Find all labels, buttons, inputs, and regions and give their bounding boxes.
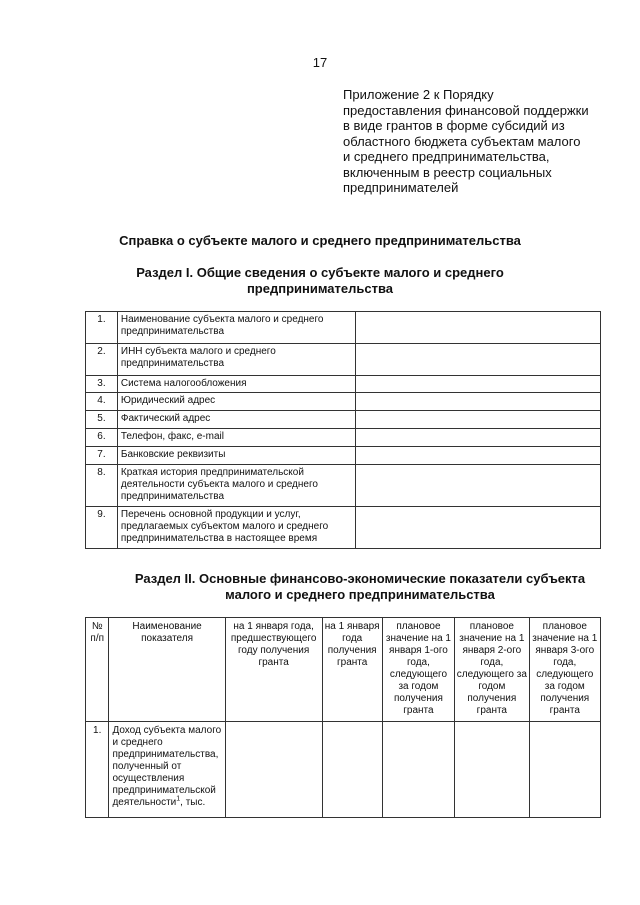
column-header: на 1 января года, предшествующего году получения гранта — [225, 618, 322, 722]
table-row — [86, 376, 601, 393]
section1-title-line: Раздел I. Общие сведения о субъекте малого и среднего — [136, 265, 504, 280]
row-value-cell — [529, 722, 600, 818]
appendix-line: Приложение 2 к Порядку — [343, 87, 494, 102]
financial-indicators-table — [85, 617, 601, 818]
section1-title-line: предпринимательства — [246, 280, 394, 296]
row-value-cell — [455, 722, 529, 818]
row-label: Система налогообложения — [117, 376, 355, 393]
row-value-cell — [225, 722, 322, 818]
row-number: 8. — [86, 465, 118, 507]
column-header: на 1 января года получения гранта — [322, 618, 382, 722]
document-title: Справка о субъекте малого и среднего предпринимательства — [119, 233, 521, 248]
column-header: Наименование показателя — [109, 618, 225, 722]
row-label: Телефон, факс, e-mail — [117, 429, 355, 447]
appendix-line: областного бюджета субъектам малого — [343, 133, 581, 149]
row-number: 7. — [86, 447, 118, 465]
row-value-cell — [322, 722, 382, 818]
row-number: 9. — [86, 507, 118, 549]
column-header: плановое значение на 1 января 3-ого года, следующего за годом получения гранта — [529, 618, 600, 722]
table-row — [86, 447, 601, 465]
row-number: 3. — [86, 376, 118, 393]
column-header: плановое значение на 1 января 1-ого года, следующего за годом получения гранта — [382, 618, 454, 722]
row-label: Наименование субъекта малого и среднего предпринимательства — [117, 312, 355, 344]
row-value-cell — [356, 344, 601, 376]
general-info-table — [85, 311, 601, 549]
appendix-line: включенным в реестр социальных — [343, 164, 552, 180]
table-row — [86, 507, 601, 549]
column-header: № п/п — [86, 618, 109, 722]
page-number: 17 — [312, 55, 328, 70]
section2-title-line: Раздел II. Основные финансово-экономические показатели субъекта — [134, 571, 586, 586]
row-value-cell — [356, 376, 601, 393]
appendix-note — [343, 87, 603, 196]
row-label: Фактический адрес — [117, 411, 355, 429]
section1-title — [120, 265, 520, 296]
footnote-mark: 1 — [176, 795, 181, 803]
table-header-row — [86, 618, 601, 722]
row-number: 1. — [86, 312, 118, 344]
row-number: 6. — [86, 429, 118, 447]
table-row — [86, 465, 601, 507]
table-row — [86, 393, 601, 411]
column-header: плановое значение на 1 января 2-ого года, следующего за годом получения гранта — [455, 618, 529, 722]
row-value-cell — [356, 507, 601, 549]
row-number: 4. — [86, 393, 118, 411]
table-row — [86, 429, 601, 447]
section2-title — [115, 571, 605, 602]
appendix-line: предпринимателей — [343, 180, 459, 195]
row-label: Юридический адрес — [117, 393, 355, 411]
table-row — [86, 312, 601, 344]
row-value-cell — [356, 411, 601, 429]
row-label — [109, 722, 225, 818]
row-value-cell — [356, 393, 601, 411]
row-label: ИНН субъекта малого и среднего предпринимательства — [117, 344, 355, 376]
appendix-line: в виде грантов в форме субсидий из — [343, 118, 565, 133]
section2-title-line: малого и среднего предпринимательства — [225, 586, 495, 602]
row-label-text: Доход субъекта малого и среднего предпринимательства, полученный от осуществления предпринимательской деятельности — [112, 725, 222, 808]
row-label: Банковские реквизиты — [117, 447, 355, 465]
row-number: 2. — [86, 344, 118, 376]
row-number: 5. — [86, 411, 118, 429]
row-value-cell — [356, 465, 601, 507]
table-row — [86, 722, 601, 818]
table-row — [86, 411, 601, 429]
row-value-cell — [382, 722, 454, 818]
row-label: Перечень основной продукции и услуг, предлагаемых субъектом малого и среднего предпринимательства в настоящее время — [117, 507, 355, 549]
appendix-line: предоставления финансовой поддержки — [343, 102, 589, 118]
row-label-unit: , тыс. — [180, 797, 206, 808]
row-number: 1. — [86, 722, 109, 818]
row-value-cell — [356, 447, 601, 465]
row-value-cell — [356, 429, 601, 447]
table-row — [86, 344, 601, 376]
row-value-cell — [356, 312, 601, 344]
row-label: Краткая история предпринимательской деятельности субъекта малого и среднего предпринимательства — [117, 465, 355, 507]
appendix-line: и среднего предпринимательства, — [343, 149, 550, 164]
